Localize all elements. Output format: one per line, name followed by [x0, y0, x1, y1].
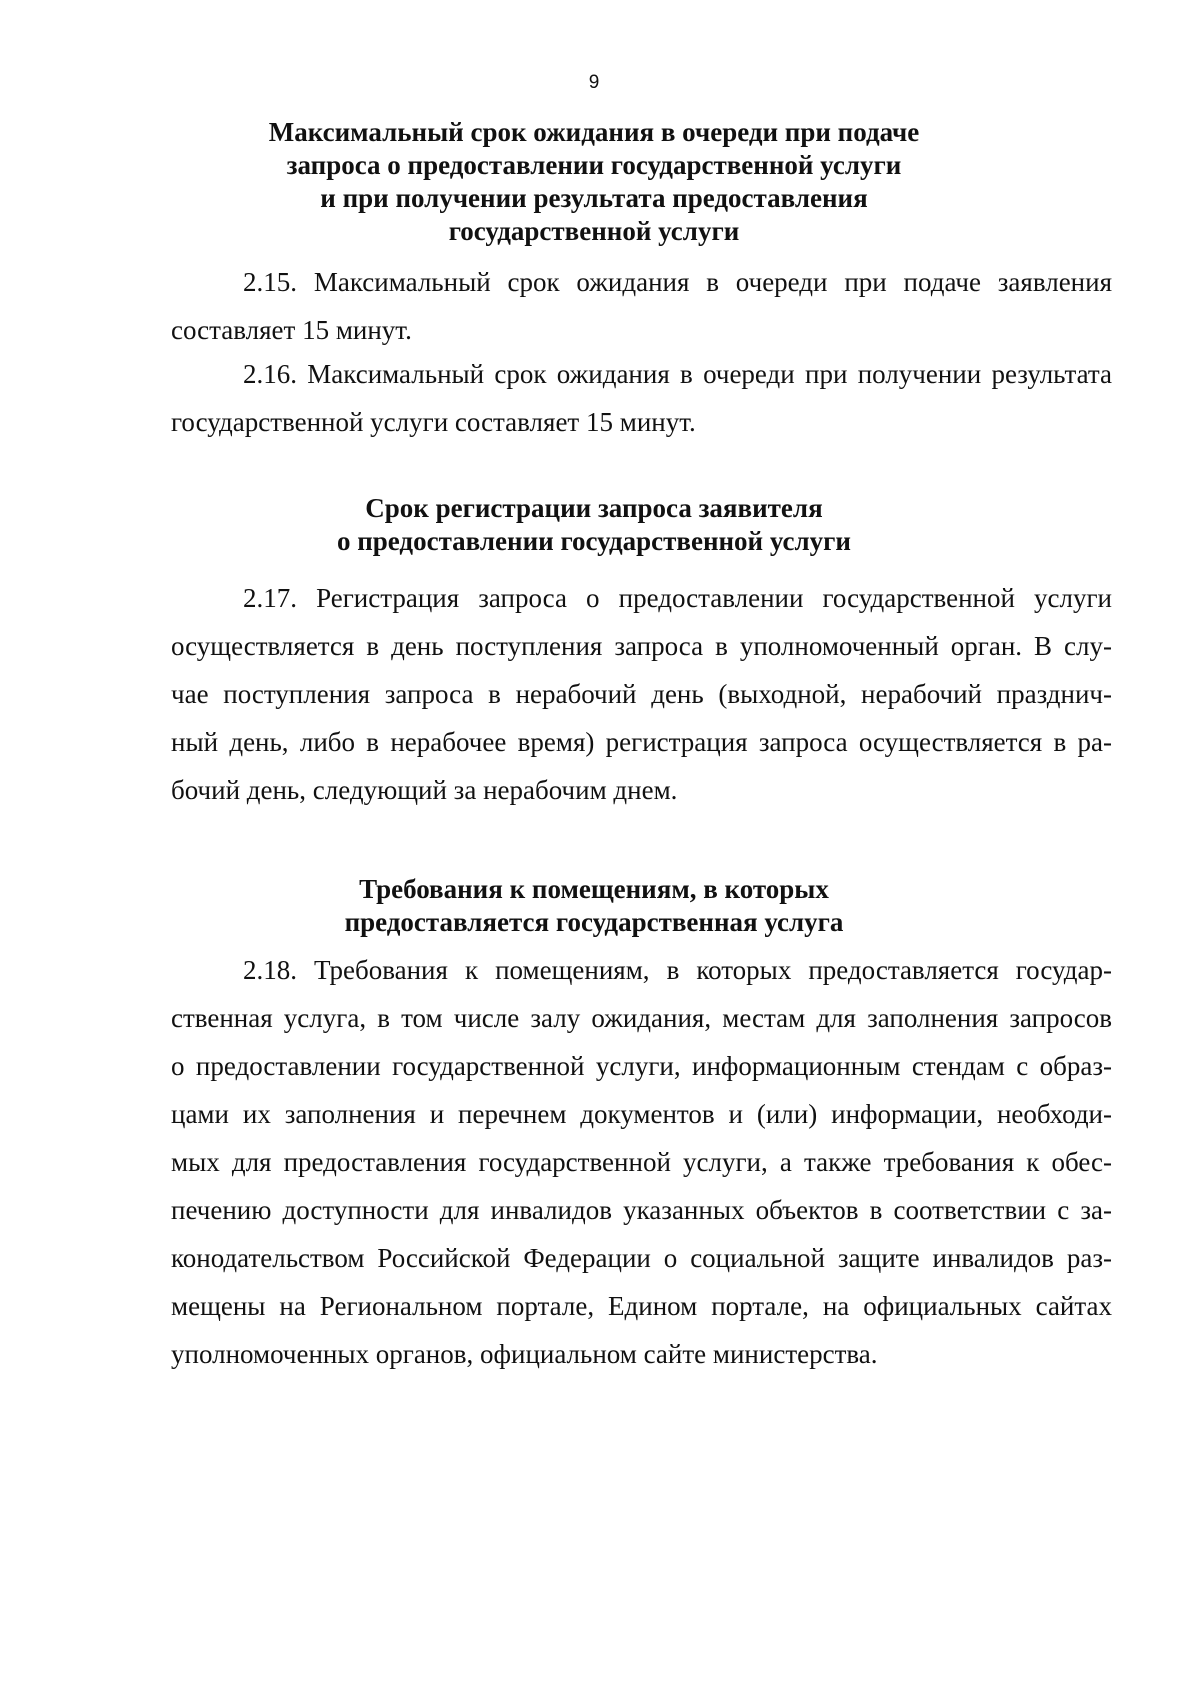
section-heading-registration	[0, 492, 1188, 558]
text-line: составляет 15 минут.	[171, 315, 412, 345]
text-line: ный день, либо в нерабочее время) регистрация запроса осуществляется в ра-	[171, 727, 1112, 757]
text-line: цами их заполнения и перечнем документов и (или) информации, необходи-	[171, 1099, 1112, 1129]
heading-line: предоставляется государственная услуга	[344, 907, 844, 937]
heading-line: о предоставлении государственной услуги	[336, 526, 851, 556]
heading-line: запроса о предоставлении государственной услуги	[286, 150, 902, 180]
text-line: конодательством Российской Федерации о социальной защите инвалидов раз-	[171, 1243, 1112, 1273]
heading-line: и при получении результата предоставления	[320, 183, 868, 213]
paragraph-2-18	[171, 946, 1112, 1378]
paragraph-2-16	[171, 350, 1112, 446]
text-line: мых для предоставления государственной услуги, а также требования к обес-	[171, 1147, 1112, 1177]
text-line: 2.18. Требования к помещениям, в которых предоставляется государ-	[243, 955, 1112, 985]
text-line: печению доступности для инвалидов указанных объектов в соответствии с за-	[171, 1195, 1112, 1225]
heading-line: Максимальный срок ожидания в очереди при подаче	[268, 117, 920, 147]
text-line: уполномоченных органов, официальном сайте министерства.	[171, 1339, 878, 1369]
text-line: чае поступления запроса в нерабочий день (выходной, нерабочий празднич-	[171, 679, 1112, 709]
text-line: мещены на Региональном портале, Едином портале, на официальных сайтах	[171, 1291, 1112, 1321]
text-line: 2.16. Максимальный срок ожидания в очереди при получении результата	[243, 359, 1112, 389]
heading-line: государственной услуги	[448, 216, 740, 246]
text-line: осуществляется в день поступления запроса в уполномоченный орган. В слу-	[171, 631, 1112, 661]
paragraph-2-15	[171, 258, 1112, 354]
text-line: 2.15. Максимальный срок ожидания в очереди при подаче заявления	[243, 267, 1112, 297]
paragraph-2-17	[171, 574, 1112, 814]
heading-line: Срок регистрации запроса заявителя	[365, 493, 823, 523]
text-line: государственной услуги составляет 15 минут.	[171, 407, 696, 437]
page-number: 9	[588, 72, 600, 93]
text-line: ственная услуга, в том числе залу ожидания, местам для заполнения запросов	[171, 1003, 1112, 1033]
section-heading-premises	[0, 873, 1188, 939]
section-heading-max-wait	[0, 116, 1188, 248]
heading-line: Требования к помещениям, в которых	[359, 874, 829, 904]
text-line: бочий день, следующий за нерабочим днем.	[171, 775, 678, 805]
text-line: о предоставлении государственной услуги, информационным стендам с образ-	[171, 1051, 1112, 1081]
text-line: 2.17. Регистрация запроса о предоставлении государственной услуги	[243, 583, 1112, 613]
